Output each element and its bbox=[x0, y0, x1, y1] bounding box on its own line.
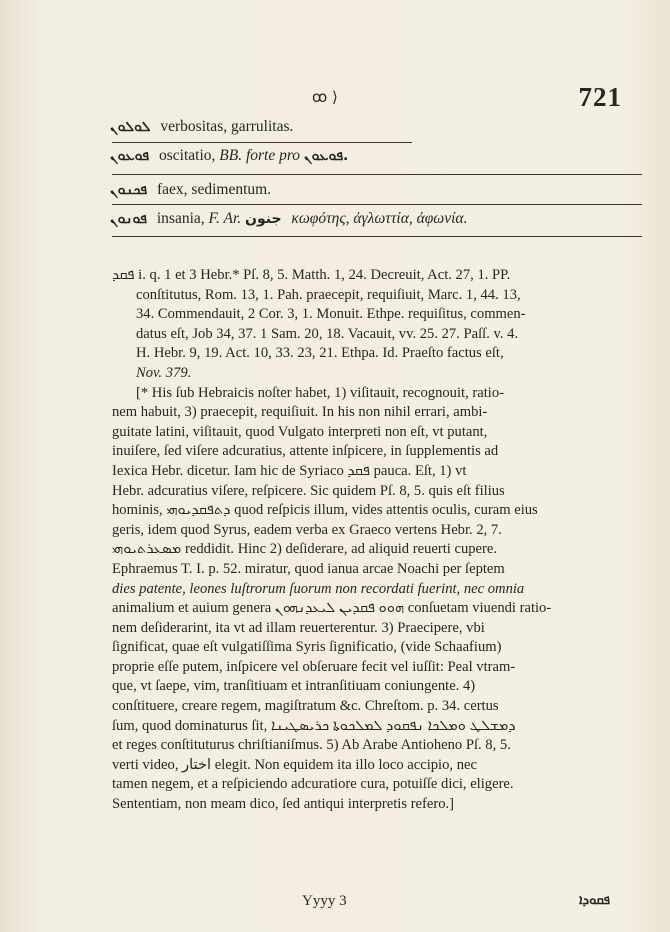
article-line: ܦܩܕ i. q. 1 et 3 Hebr.* Pſ. 8, 5. Matth. 1, 24. Decreuit, Act. 27, 1. PP. bbox=[112, 267, 511, 283]
article-line: et reges conſtituturus chriſtianiſmus. 5) Ab Arabe Antioheno Pſ. 8, 5. bbox=[112, 737, 511, 754]
article-line: animalium et auium genera ܗܘܘ ܦܩܕܝܢ ܠܝܥܕܢܗܘܢ conſuetam viuendi ratio- bbox=[112, 600, 552, 617]
article-line: que, vt ſaepe, vim, tranſitiuam et intranſitiuam coniungente. 4) bbox=[112, 678, 476, 695]
lexicon-entry bbox=[110, 118, 293, 136]
article-line: hominis, ܕܬܦܩܕܝܘܗܝ quod reſpicis illum, vides attentis oculis, curam eius bbox=[112, 502, 538, 519]
catchword: ܦܩܘܕܐ bbox=[579, 893, 610, 908]
syriac-word: ܦܘܥܘܢ. bbox=[303, 148, 349, 164]
article-line: guitate latini, viſitauit, quod Vulgato interpreti non eſt, vt putant, bbox=[112, 423, 488, 440]
article-line: Ephraemus T. I. p. 52. miratur, quod ianua arcae Noachi per ſeptem bbox=[112, 560, 505, 577]
entry-definition: verbositas, garrulitas. bbox=[160, 118, 294, 135]
syriac-headword: ܦܘܥܘܢ bbox=[110, 148, 150, 164]
arabic-word: جنون bbox=[245, 211, 282, 227]
entry-definition: faex, sedimentum. bbox=[157, 181, 272, 198]
divider bbox=[112, 142, 412, 143]
article-line: ſignificat, quae eſt vulgatiſſima Syris ſignificatio, (vide Schaafium) bbox=[112, 639, 502, 656]
article-line: H. Hebr. 9, 19. Act. 10, 33. 23, 21. Ethpa. Id. Praeſto factus eſt, bbox=[136, 345, 504, 362]
article-line: nem habuit, 3) praecepit, requiſiuit. In his non nihil errari, ambi- bbox=[112, 404, 488, 421]
article-line: datus eſt, Job 34, 37. 1 Sam. 20, 18. Vacauit, vv. 25. 27. Paſſ. v. 4. bbox=[136, 325, 519, 342]
entry-definition: oscitatio, bbox=[158, 147, 216, 164]
entry-reference: F. Ar. bbox=[208, 210, 242, 227]
article-line: geris, idem quod Syrus, eadem verba ex Graeco vertens Hebr. 2, 7. bbox=[112, 521, 502, 538]
article-line: Hebr. adcuratius viſere, reſpicere. Sic quidem Pſ. 8, 5. quis eſt filius bbox=[112, 482, 505, 499]
article-line: tamen negem, et a reſpiciendo adcuratiore cura, potuiſſe dici, eligere. bbox=[112, 776, 514, 793]
article-paragraph bbox=[112, 384, 638, 815]
article-line: verti video, اختار elegit. Non equidem ita illo loco accipio, nec bbox=[112, 756, 477, 773]
article-paragraph bbox=[112, 266, 638, 384]
article-line: inuiſere, ſed viſere adcuratius, attente inſpicere, in ſupplementis ad bbox=[112, 443, 499, 460]
main-article bbox=[112, 266, 638, 815]
signature-mark: Yyyy 3 bbox=[302, 893, 347, 909]
header-ornament: ꝏ ⟩ bbox=[312, 88, 338, 106]
page-footer bbox=[0, 893, 670, 913]
article-line: Sententiam, non meam dico, ſed antiqui interpretis refero.] bbox=[112, 796, 455, 813]
lexicon-entry bbox=[110, 210, 467, 228]
article-line: proprie eſſe putem, inſpicere vel obſeruare fecit vel iuſſit: Peal vtram- bbox=[112, 658, 516, 675]
syriac-headword: ܦܘܢܘܢ bbox=[110, 211, 147, 227]
syriac-headword: ܦܟܢܘܢ bbox=[110, 182, 148, 198]
page-number: 721 bbox=[578, 82, 622, 112]
divider bbox=[112, 236, 642, 237]
article-line: Nov. 379. bbox=[136, 364, 192, 381]
article-line: conſtitutus, Rom. 13, 1. Pah. praecepit, requiſiuit, Marc. 1, 44. 13, bbox=[136, 286, 521, 303]
page-header bbox=[0, 82, 670, 112]
greek-gloss: κωφότης, ἀγλωττία, ἀφωνία. bbox=[291, 210, 468, 227]
syriac-headword: ܠܘܠܘܢ bbox=[110, 119, 151, 135]
article-line: [* His ſub Hebraicis noſter habet, 1) viſitauit, recognouit, ratio- bbox=[136, 384, 504, 401]
article-line: conſtituere, creare regem, magiſtratum &c. Chreſtom. p. 34. certus bbox=[112, 698, 499, 715]
lexicon-entry bbox=[110, 181, 271, 199]
divider bbox=[112, 204, 642, 205]
article-line: dies patente, leones luſtrorum ſuorum non recordati fuerint, nec omnia bbox=[112, 580, 525, 597]
entry-reference: BB. forte pro bbox=[219, 147, 301, 164]
divider bbox=[112, 174, 642, 175]
article-line: 34. Commendauit, 2 Cor. 3, 1. Monuit. Ethpe. requiſitus, commen- bbox=[136, 306, 526, 323]
article-line: nem deſiderarint, ita vt ad illam reuerterentur. 3) Praecipere, vbi bbox=[112, 619, 485, 636]
article-line: ſum, quod dominaturus ſit, ܕܡܫܠܛ ܘܡܠܟܐ ܢܦܩܘܕ ܠܡܠܟܘܬܐ ܟܪܝܣܛܝܢܐ bbox=[112, 717, 516, 734]
article-line: ܡܣܥܪܬܝܘܗܝ reddidit. Hinc 2) deſiderare, ad aliquid reuerti cupere. bbox=[112, 541, 498, 558]
lexicon-entry bbox=[110, 147, 354, 165]
article-line: Iexica Hebr. dicetur. Iam hic de Syriaco ܦܩܕ pauca. Eſt, 1) vt bbox=[112, 462, 467, 479]
entry-definition: insania, bbox=[156, 210, 205, 227]
